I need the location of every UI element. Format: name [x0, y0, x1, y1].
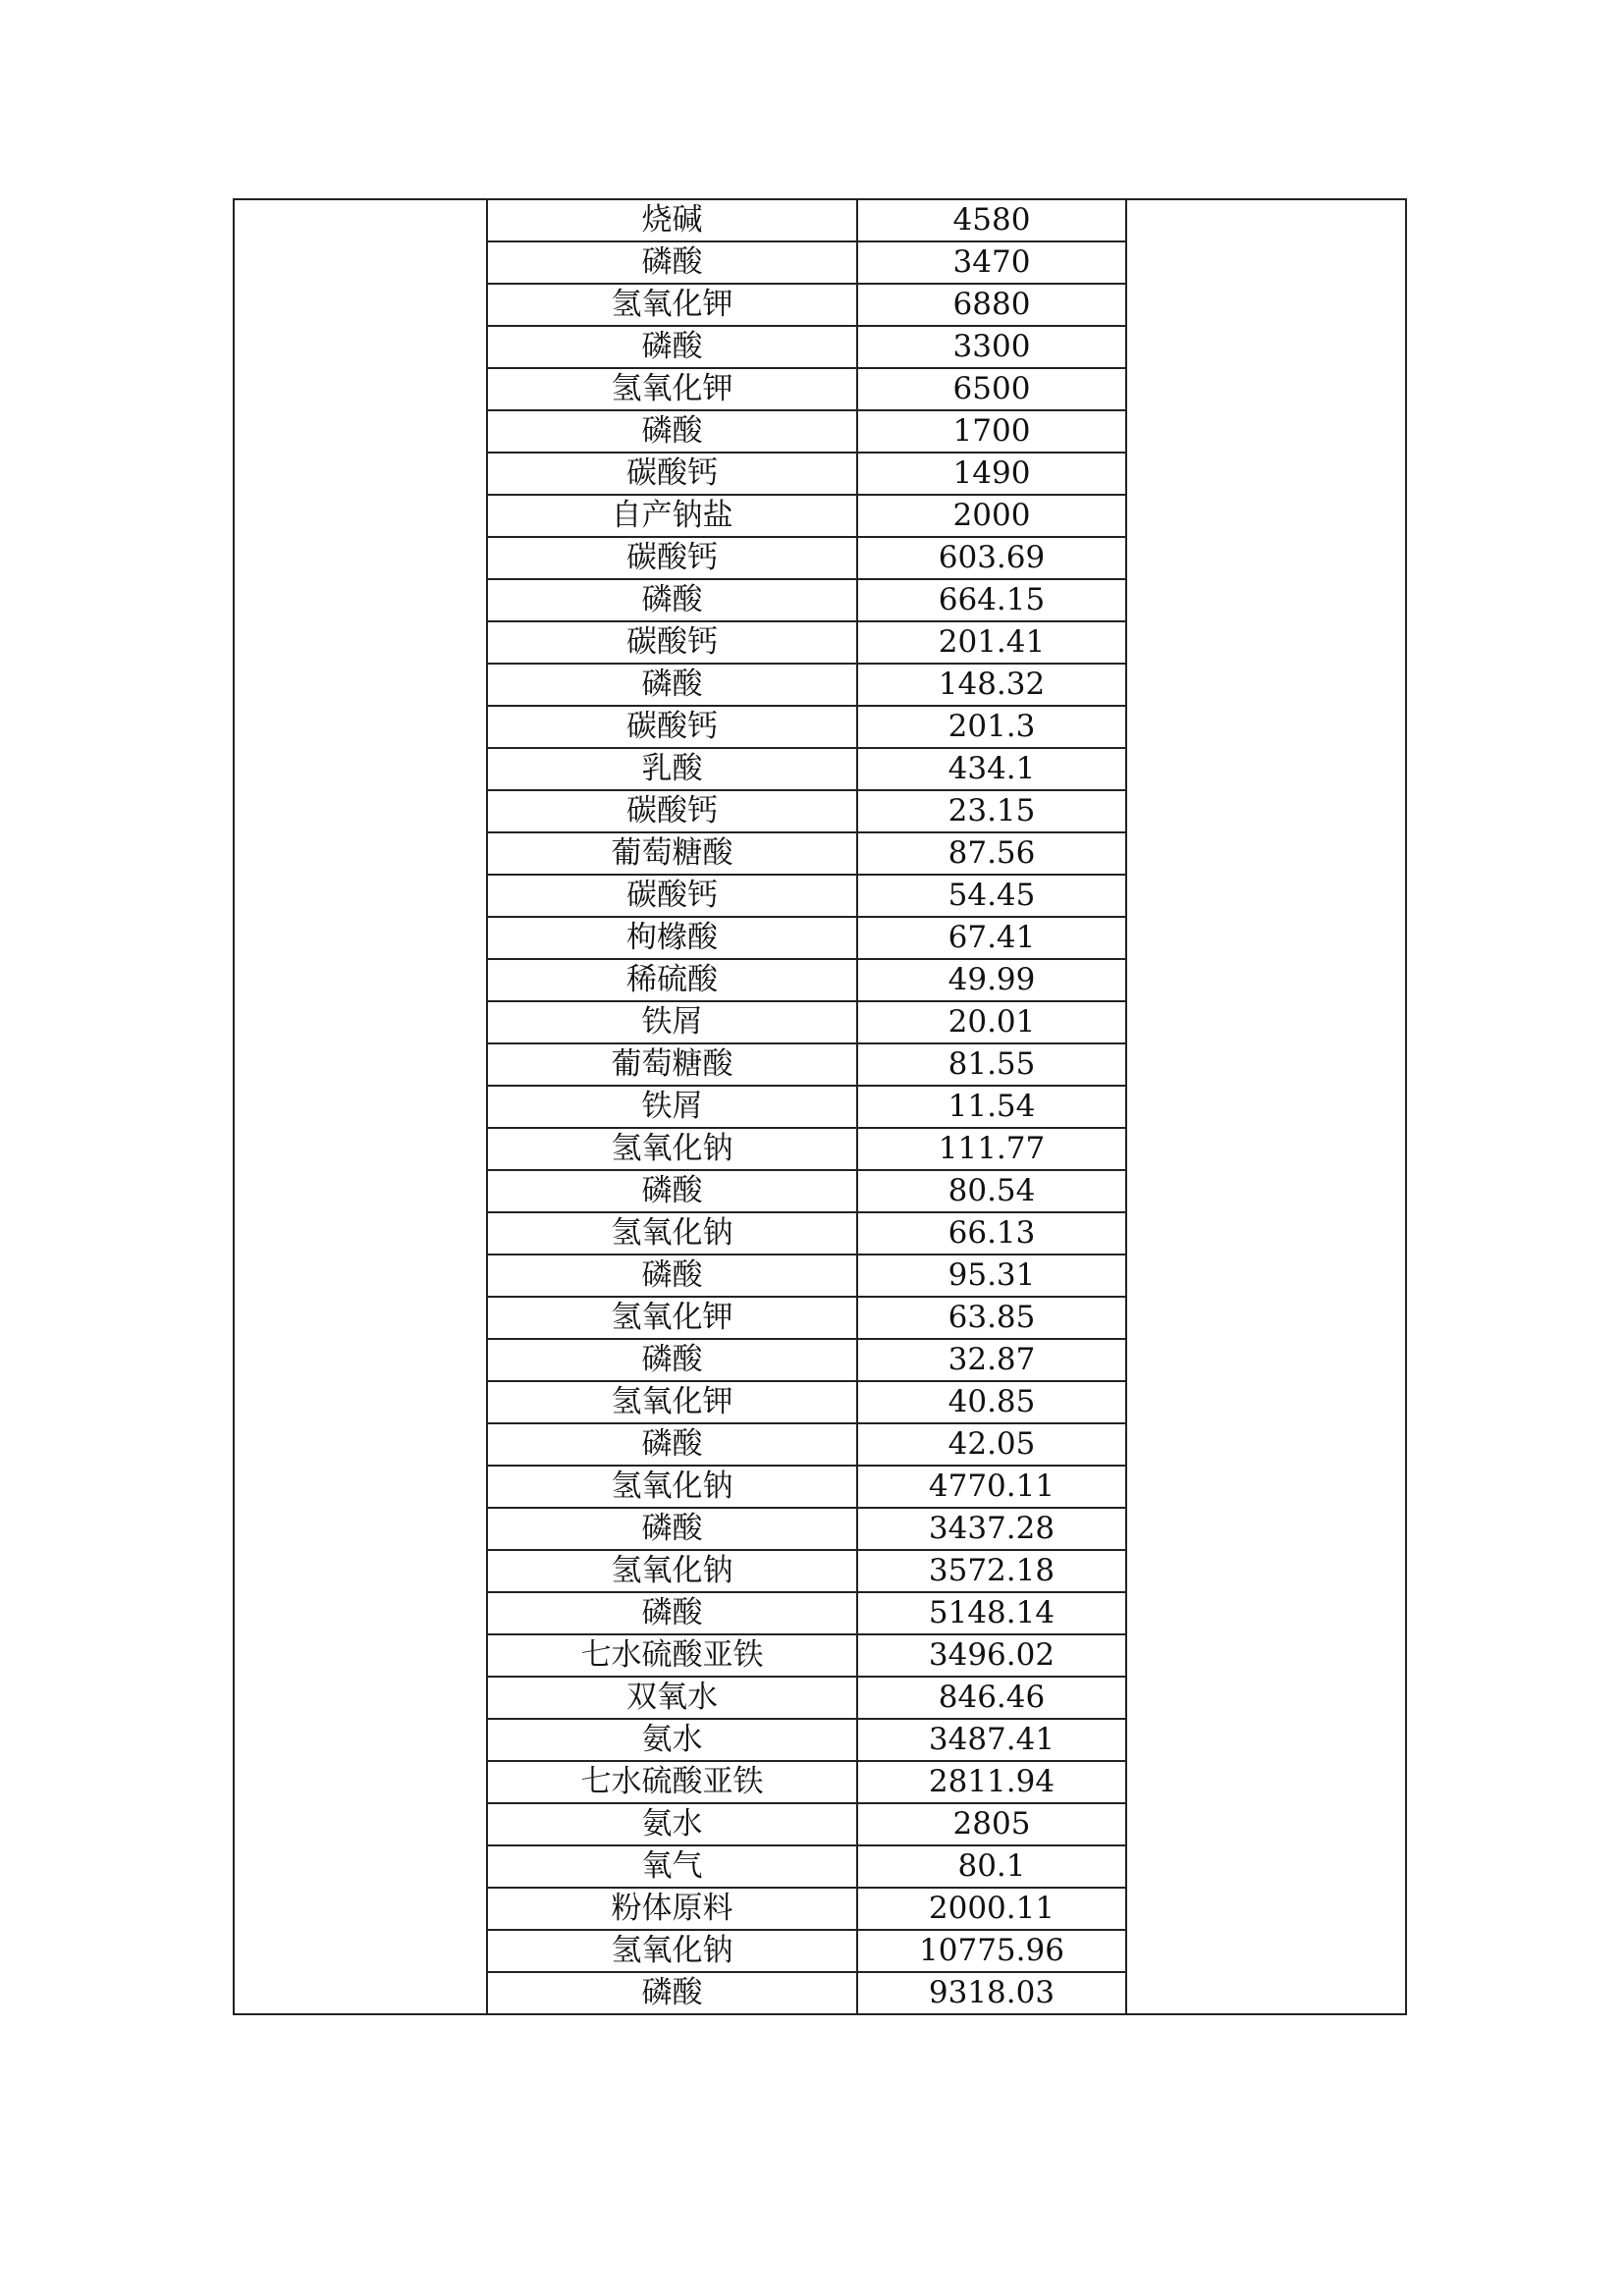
material-amount-cell: 81.55: [857, 1043, 1126, 1086]
material-amount-cell: 664.15: [857, 579, 1126, 621]
material-amount-cell: 32.87: [857, 1339, 1126, 1381]
right-merged-cell: [1126, 199, 1406, 2014]
material-name-cell: 氢氧化钾: [487, 368, 857, 410]
material-amount-cell: 80.54: [857, 1170, 1126, 1212]
material-amount-cell: 54.45: [857, 875, 1126, 917]
material-name-cell: 氧气: [487, 1845, 857, 1888]
material-amount-cell: 10775.96: [857, 1930, 1126, 1972]
material-name-cell: 氢氧化钠: [487, 1128, 857, 1170]
material-name-cell: 碳酸钙: [487, 453, 857, 495]
material-name-cell: 磷酸: [487, 326, 857, 368]
material-amount-cell: 603.69: [857, 537, 1126, 579]
material-amount-cell: 80.1: [857, 1845, 1126, 1888]
material-name-cell: 碳酸钙: [487, 621, 857, 664]
material-name-cell: 氢氧化钠: [487, 1212, 857, 1255]
material-amount-cell: 201.41: [857, 621, 1126, 664]
material-name-cell: 磷酸: [487, 1423, 857, 1466]
material-amount-cell: 2811.94: [857, 1761, 1126, 1803]
materials-table-body: [234, 199, 1406, 2014]
material-name-cell: 自产钠盐: [487, 495, 857, 537]
material-amount-cell: 42.05: [857, 1423, 1126, 1466]
material-amount-cell: 49.99: [857, 959, 1126, 1001]
material-amount-cell: 9318.03: [857, 1972, 1126, 2014]
material-name-cell: 氢氧化钠: [487, 1930, 857, 1972]
material-name-cell: 磷酸: [487, 579, 857, 621]
material-name-cell: 磷酸: [487, 1170, 857, 1212]
material-name-cell: 双氧水: [487, 1677, 857, 1719]
material-amount-cell: 87.56: [857, 832, 1126, 875]
material-amount-cell: 2805: [857, 1803, 1126, 1845]
material-name-cell: 磷酸: [487, 1592, 857, 1634]
material-name-cell: 七水硫酸亚铁: [487, 1634, 857, 1677]
material-name-cell: 氢氧化钾: [487, 284, 857, 326]
material-amount-cell: 111.77: [857, 1128, 1126, 1170]
material-amount-cell: 4580: [857, 199, 1126, 241]
material-amount-cell: 2000.11: [857, 1888, 1126, 1930]
material-amount-cell: 40.85: [857, 1381, 1126, 1423]
material-amount-cell: 201.3: [857, 706, 1126, 748]
material-name-cell: 磷酸: [487, 1508, 857, 1550]
material-amount-cell: 5148.14: [857, 1592, 1126, 1634]
material-name-cell: 磷酸: [487, 664, 857, 706]
material-amount-cell: 2000: [857, 495, 1126, 537]
left-merged-cell: [234, 199, 487, 2014]
material-name-cell: 烧碱: [487, 199, 857, 241]
material-amount-cell: 3437.28: [857, 1508, 1126, 1550]
material-name-cell: 葡萄糖酸: [487, 1043, 857, 1086]
material-name-cell: 枸橼酸: [487, 917, 857, 959]
material-amount-cell: 1700: [857, 410, 1126, 453]
material-amount-cell: 148.32: [857, 664, 1126, 706]
material-name-cell: 氨水: [487, 1719, 857, 1761]
material-amount-cell: 23.15: [857, 790, 1126, 832]
material-name-cell: 碳酸钙: [487, 875, 857, 917]
material-name-cell: 乳酸: [487, 748, 857, 790]
material-name-cell: 氢氧化钠: [487, 1466, 857, 1508]
material-name-cell: 磷酸: [487, 1972, 857, 2014]
material-amount-cell: 4770.11: [857, 1466, 1126, 1508]
material-amount-cell: 3496.02: [857, 1634, 1126, 1677]
material-name-cell: 磷酸: [487, 410, 857, 453]
material-amount-cell: 3300: [857, 326, 1126, 368]
material-amount-cell: 20.01: [857, 1001, 1126, 1043]
material-amount-cell: 6880: [857, 284, 1126, 326]
material-name-cell: 碳酸钙: [487, 706, 857, 748]
material-amount-cell: 434.1: [857, 748, 1126, 790]
material-name-cell: 氢氧化钠: [487, 1550, 857, 1592]
material-amount-cell: 63.85: [857, 1297, 1126, 1339]
material-name-cell: 磷酸: [487, 241, 857, 284]
material-amount-cell: 11.54: [857, 1086, 1126, 1128]
material-name-cell: 磷酸: [487, 1255, 857, 1297]
materials-table-container: [233, 198, 1405, 2015]
material-name-cell: 氢氧化钾: [487, 1297, 857, 1339]
material-name-cell: 稀硫酸: [487, 959, 857, 1001]
material-amount-cell: 67.41: [857, 917, 1126, 959]
material-name-cell: 七水硫酸亚铁: [487, 1761, 857, 1803]
materials-table: [233, 198, 1407, 2015]
material-name-cell: 磷酸: [487, 1339, 857, 1381]
material-name-cell: 氢氧化钾: [487, 1381, 857, 1423]
material-name-cell: 铁屑: [487, 1086, 857, 1128]
material-amount-cell: 3470: [857, 241, 1126, 284]
material-amount-cell: 66.13: [857, 1212, 1126, 1255]
material-name-cell: 碳酸钙: [487, 537, 857, 579]
material-name-cell: 碳酸钙: [487, 790, 857, 832]
material-name-cell: 氨水: [487, 1803, 857, 1845]
material-amount-cell: 6500: [857, 368, 1126, 410]
material-amount-cell: 846.46: [857, 1677, 1126, 1719]
material-amount-cell: 3487.41: [857, 1719, 1126, 1761]
table-row: [234, 199, 1406, 241]
material-amount-cell: 1490: [857, 453, 1126, 495]
material-name-cell: 铁屑: [487, 1001, 857, 1043]
material-name-cell: 葡萄糖酸: [487, 832, 857, 875]
material-amount-cell: 95.31: [857, 1255, 1126, 1297]
material-amount-cell: 3572.18: [857, 1550, 1126, 1592]
material-name-cell: 粉体原料: [487, 1888, 857, 1930]
